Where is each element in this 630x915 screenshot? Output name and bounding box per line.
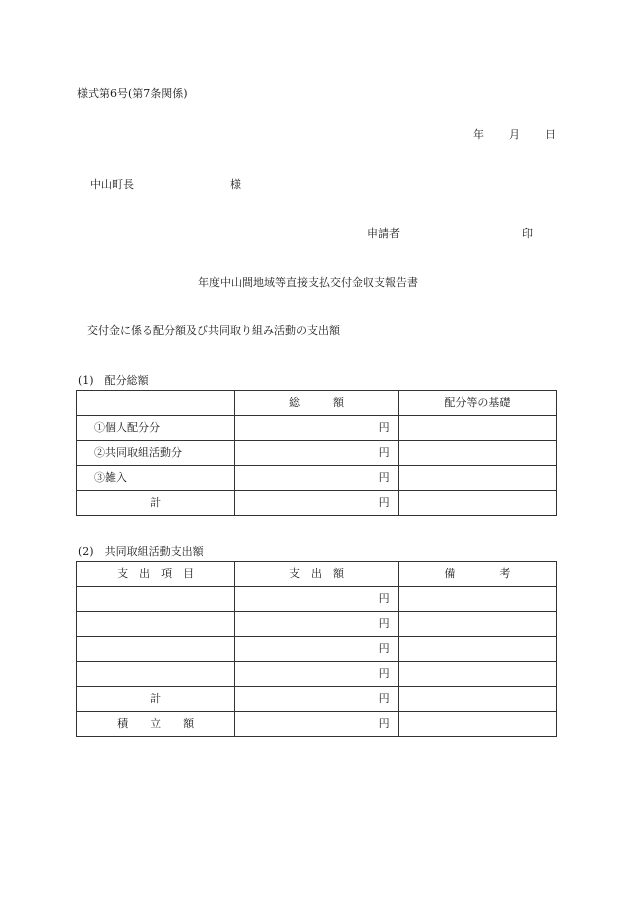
item-cell[interactable] [77, 637, 235, 662]
date-day-label: 日 [545, 128, 556, 141]
table-row [77, 612, 557, 637]
table-row [77, 587, 557, 612]
amount-cell[interactable]: 円 [235, 416, 398, 441]
reserve-amount-cell[interactable]: 円 [235, 712, 398, 737]
basis-cell[interactable] [398, 491, 556, 516]
remarks-cell[interactable] [398, 612, 556, 637]
header-cell-remarks: 備 考 [398, 562, 556, 587]
document-title: 年度中山間地域等直接支払交付金収支報告書 [198, 276, 418, 289]
row-label: ①個人配分分 [77, 416, 235, 441]
table-row [77, 637, 557, 662]
item-cell[interactable] [77, 662, 235, 687]
section1-heading: (1) 配分総額 [78, 374, 149, 387]
total-amount-cell[interactable]: 円 [235, 687, 398, 712]
table-row [77, 441, 557, 466]
date-year-label: 年 [473, 128, 484, 141]
amount-cell[interactable]: 円 [235, 662, 398, 687]
row-label: ②共同取組活動分 [77, 441, 235, 466]
table-row [77, 416, 557, 441]
basis-cell[interactable] [398, 416, 556, 441]
table-header-row [77, 391, 557, 416]
table-row [77, 466, 557, 491]
amount-cell[interactable]: 円 [235, 637, 398, 662]
remarks-cell[interactable] [398, 587, 556, 612]
addressee-name: 中山町長 [90, 178, 134, 191]
form-number: 様式第6号(第7条関係) [77, 87, 188, 100]
item-cell[interactable] [77, 587, 235, 612]
amount-cell[interactable]: 円 [235, 466, 398, 491]
remarks-cell[interactable] [398, 662, 556, 687]
total-label: 計 [77, 687, 235, 712]
seal-mark: 印 [522, 227, 533, 240]
table-header-row [77, 562, 557, 587]
header-cell-item: 支 出 項 目 [77, 562, 235, 587]
remarks-cell[interactable] [398, 687, 556, 712]
basis-cell[interactable] [398, 466, 556, 491]
amount-cell[interactable]: 円 [235, 587, 398, 612]
date-month-label: 月 [509, 128, 520, 141]
header-cell-blank [77, 391, 235, 416]
table-total-row [77, 687, 557, 712]
table-total-row [77, 491, 557, 516]
section2-heading: (2) 共同取組活動支出額 [78, 545, 204, 558]
header-cell-amount: 支 出 額 [235, 562, 398, 587]
header-cell-total: 総 額 [235, 391, 398, 416]
row-label: ③雑入 [77, 466, 235, 491]
total-label: 計 [77, 491, 235, 516]
reserve-label: 積 立 額 [77, 712, 235, 737]
amount-cell[interactable]: 円 [235, 441, 398, 466]
table-row [77, 662, 557, 687]
item-cell[interactable] [77, 612, 235, 637]
table-reserve-row [77, 712, 557, 737]
remarks-cell[interactable] [398, 637, 556, 662]
basis-cell[interactable] [398, 441, 556, 466]
amount-cell[interactable]: 円 [235, 612, 398, 637]
expenditure-table [76, 561, 557, 737]
applicant-label: 申請者 [367, 227, 400, 240]
intro-text: 交付金に係る配分額及び共同取り組み活動の支出額 [87, 324, 340, 337]
total-amount-cell[interactable]: 円 [235, 491, 398, 516]
header-cell-basis: 配分等の基礎 [398, 391, 556, 416]
allocation-table [76, 390, 557, 516]
addressee-honorific: 様 [230, 178, 241, 191]
remarks-cell[interactable] [398, 712, 556, 737]
